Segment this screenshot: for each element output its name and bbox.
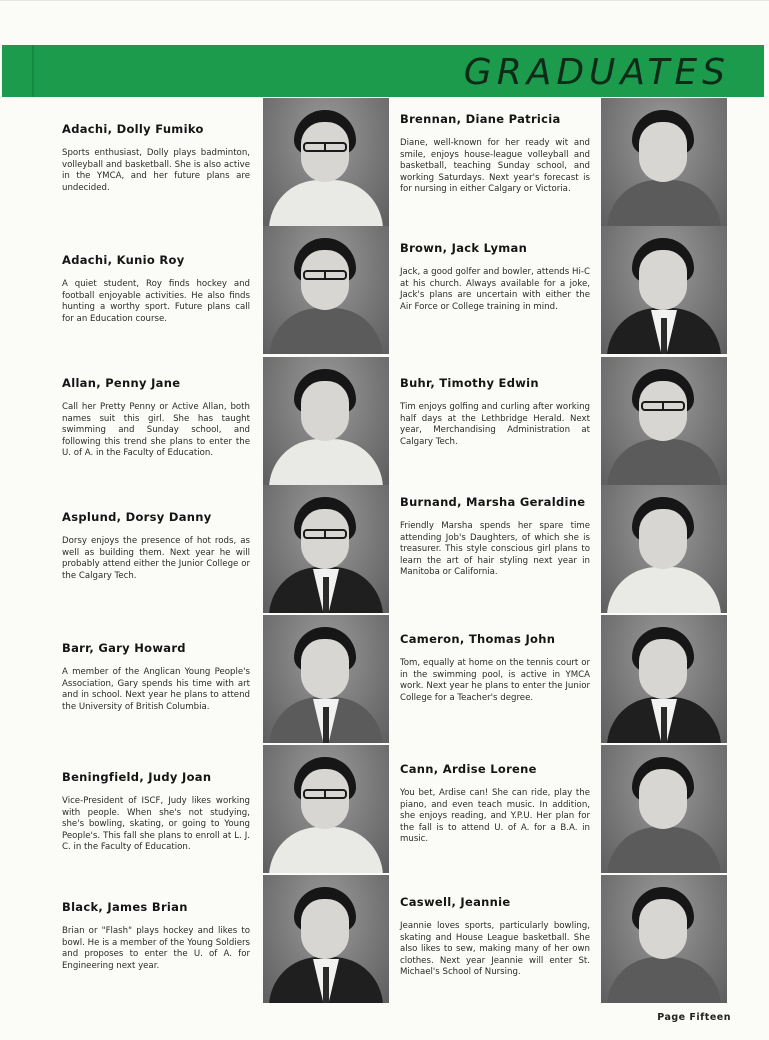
portrait-photo: [601, 875, 727, 1003]
portrait-face: [301, 639, 349, 699]
graduate-entry: [62, 98, 387, 226]
graduate-bio: Sports enthusiast, Dolly plays badminton, volleyball and basketball. She is also active in the YMCA, and her future plans are undecided.: [62, 148, 250, 193]
graduate-text: [400, 632, 590, 704]
graduate-entry: [62, 357, 387, 485]
portrait-face: [301, 250, 349, 310]
graduate-name: Cameron, Thomas John: [400, 632, 556, 646]
portrait-face: [639, 122, 687, 182]
graduate-text: [62, 900, 250, 972]
graduate-entry: [400, 485, 730, 613]
graduate-text: [400, 112, 590, 196]
portrait-photo: [263, 745, 389, 873]
graduate-text: [62, 510, 250, 582]
page-top-edge: [0, 0, 769, 1]
portrait-glasses: [641, 401, 685, 411]
portrait-tie: [323, 707, 329, 743]
graduate-bio: Diane, well-known for her ready wit and smile, enjoys house-league volleyball and basketball, teaching Sunday school, and working Saturdays. Next year's forecast is for nursing in either Calgary or Victoria.: [400, 138, 590, 195]
portrait-face: [639, 639, 687, 699]
graduate-bio: Tim enjoys golfing and curling after working half days at the Lethbridge Herald. Next year, Merchandising Administration at Calgary Tech.: [400, 402, 590, 447]
graduate-bio: Tom, equally at home on the tennis court or in the swimming pool, is active in YMCA work. Next year he plans to enter the Junior College for a Teacher's degree.: [400, 658, 590, 703]
graduate-bio: Vice-President of ISCF, Judy likes working with people. When she's not studying, she's bowling, skating, or going to Young People's. This fall she plans to enroll at L. J. C. in the Faculty of Education.: [62, 796, 250, 853]
graduate-text: [62, 770, 250, 854]
graduate-entry: [400, 98, 730, 226]
graduate-bio: Call her Pretty Penny or Active Allan, both names suit this girl. She has taught swimming and Sunday school, and following this trend she plans to enter the U. of A. in the Faculty of Education.: [62, 402, 250, 459]
graduate-text: [62, 253, 250, 325]
portrait-face: [639, 899, 687, 959]
graduate-bio: Brian or "Flash" plays hockey and likes to bowl. He is a member of the Young Soldiers and proposes to enter the U. of A. for Engineering next year.: [62, 926, 250, 971]
graduate-name: Brennan, Diane Patricia: [400, 112, 561, 126]
graduate-name: Allan, Penny Jane: [62, 376, 181, 390]
graduate-bio: Jeannie loves sports, particularly bowling, skating and House League basketball. She also likes to sew, making many of her own clothes. Next year Jeannie will enter St. Michael's School of Nursing.: [400, 921, 590, 978]
graduate-entry: [62, 485, 387, 613]
graduate-name: Black, James Brian: [62, 900, 188, 914]
graduate-bio: Friendly Marsha spends her spare time attending Job's Daughters, of which she is treasurer. This style conscious girl plans to learn the art of hair styling next year in Manitoba or California.: [400, 521, 590, 578]
portrait-photo: [263, 485, 389, 613]
graduate-text: [62, 122, 250, 194]
graduate-bio: A quiet student, Roy finds hockey and football enjoyable activities. He also finds hunting a worthy sport. Future plans call for an Education course.: [62, 279, 250, 324]
portrait-tie: [661, 318, 667, 354]
section-banner: [2, 45, 764, 97]
portrait-face: [639, 509, 687, 569]
graduate-entry: [62, 745, 387, 873]
portrait-glasses: [303, 270, 347, 280]
graduate-name: Burnand, Marsha Geraldine: [400, 495, 586, 509]
graduate-name: Barr, Gary Howard: [62, 641, 186, 655]
portrait-face: [301, 509, 349, 569]
portrait-face: [301, 769, 349, 829]
graduate-text: [400, 762, 590, 846]
portrait-photo: [263, 875, 389, 1003]
portrait-photo: [263, 226, 389, 354]
graduate-name: Adachi, Kunio Roy: [62, 253, 185, 267]
portrait-photo: [601, 745, 727, 873]
portrait-face: [301, 899, 349, 959]
graduate-name: Asplund, Dorsy Danny: [62, 510, 212, 524]
portrait-photo: [263, 615, 389, 743]
portrait-face: [639, 381, 687, 441]
graduate-name: Cann, Ardise Lorene: [400, 762, 537, 776]
graduate-bio: A member of the Anglican Young People's Association, Gary spends his time with art and in school. Next year he plans to attend the University of British Columbia.: [62, 667, 250, 712]
graduate-entry: [400, 745, 730, 873]
portrait-photo: [601, 226, 727, 354]
portrait-photo: [601, 485, 727, 613]
graduate-entry: [400, 226, 730, 354]
portrait-photo: [601, 357, 727, 485]
graduate-text: [62, 376, 250, 460]
graduate-name: Adachi, Dolly Fumiko: [62, 122, 204, 136]
graduate-entry: [62, 875, 387, 1003]
graduate-entry: [62, 615, 387, 743]
portrait-glasses: [303, 142, 347, 152]
portrait-photo: [601, 98, 727, 226]
portrait-photo: [263, 357, 389, 485]
portrait-photo: [263, 98, 389, 226]
graduate-entry: [62, 226, 387, 354]
portrait-tie: [661, 707, 667, 743]
portrait-face: [639, 769, 687, 829]
graduate-bio: Jack, a good golfer and bowler, attends Hi-C at his church. Always available for a joke, Jack's plans are uncertain with either the Air Force or College training in mind.: [400, 267, 590, 312]
graduate-text: [400, 241, 590, 313]
graduate-entry: [400, 615, 730, 743]
portrait-glasses: [303, 789, 347, 799]
portrait-face: [639, 250, 687, 310]
banner-divider: [32, 45, 34, 97]
page-title: GRADUATES: [463, 52, 730, 93]
graduate-entry: [400, 875, 730, 1003]
graduate-bio: You bet, Ardise can! She can ride, play the piano, and even teach music. In addition, she enjoys reading, and Y.P.U. Her plan for the fall is to attend U. of A. for a B.A. in music.: [400, 788, 590, 845]
portrait-face: [301, 122, 349, 182]
graduate-text: [62, 641, 250, 713]
graduate-name: Buhr, Timothy Edwin: [400, 376, 539, 390]
graduate-name: Caswell, Jeannie: [400, 895, 511, 909]
page-number: Page Fifteen: [657, 1012, 731, 1023]
graduate-text: [400, 495, 590, 579]
portrait-glasses: [303, 529, 347, 539]
graduate-text: [400, 895, 590, 979]
graduate-bio: Dorsy enjoys the presence of hot rods, as well as building them. Next year he will probably attend either the Junior College or the Calgary Tech.: [62, 536, 250, 581]
portrait-tie: [323, 967, 329, 1003]
graduate-text: [400, 376, 590, 448]
graduate-name: Beningfield, Judy Joan: [62, 770, 212, 784]
graduate-entry: [400, 357, 730, 485]
portrait-tie: [323, 577, 329, 613]
portrait-face: [301, 381, 349, 441]
portrait-photo: [601, 615, 727, 743]
graduate-name: Brown, Jack Lyman: [400, 241, 528, 255]
